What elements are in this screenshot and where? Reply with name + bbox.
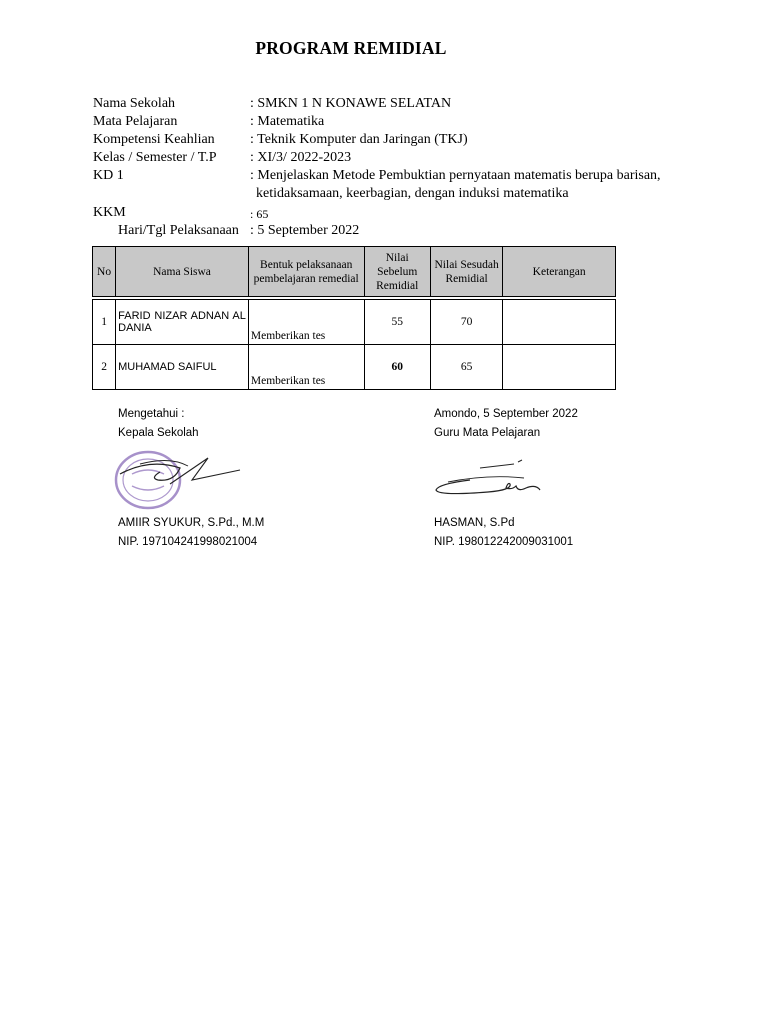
table-header-row bbox=[93, 247, 616, 297]
cell-nama: MUHAMAD SAIFUL bbox=[116, 345, 249, 390]
value-kd-line1: : Menjelaskan Metode Pembuktian pernyataan matematis berupa barisan, bbox=[250, 168, 661, 183]
value-kd-line2: ketidaksamaan, keerbagian, dengan induksi matematika bbox=[256, 186, 569, 201]
cell-no: 1 bbox=[93, 300, 116, 345]
remedial-table bbox=[92, 246, 616, 390]
place-date: Amondo, 5 September 2022 bbox=[434, 408, 578, 420]
table-row bbox=[93, 345, 616, 390]
value-nama-sekolah: : SMKN 1 N KONAWE SELATAN bbox=[250, 96, 452, 111]
teacher-signature-image bbox=[428, 452, 554, 502]
cell-keterangan bbox=[503, 300, 616, 345]
kepala-sekolah-nip: NIP. 197104241998021004 bbox=[118, 536, 258, 548]
cell-no: 2 bbox=[93, 345, 116, 390]
cell-nilai-sesudah: 65 bbox=[430, 345, 502, 390]
page-title: PROGRAM REMIDIAL bbox=[255, 38, 447, 58]
guru-nip: NIP. 198012242009031001 bbox=[434, 536, 574, 548]
header-keterangan: Keterangan bbox=[503, 247, 616, 297]
value-kelas: : XI/3/ 2022-2023 bbox=[250, 150, 352, 165]
label-nama-sekolah: Nama Sekolah bbox=[93, 96, 176, 111]
label-kkm: KKM bbox=[93, 205, 126, 220]
value-mata-pelajaran: : Matematika bbox=[250, 114, 325, 129]
label-hari-tgl: Hari/Tgl Pelaksanaan bbox=[118, 223, 239, 238]
header-nilai-sesudah: Nilai Sesudah Remidial bbox=[430, 247, 502, 297]
value-kkm: : 65 bbox=[250, 207, 269, 221]
label-kd: KD 1 bbox=[93, 168, 124, 183]
header-nilai-sebelum: Nilai Sebelum Remidial bbox=[364, 247, 430, 297]
guru-label: Guru Mata Pelajaran bbox=[434, 427, 541, 439]
header-bentuk: Bentuk pelaksanaan pembelajaran remedial bbox=[248, 247, 364, 297]
cell-nilai-sesudah: 70 bbox=[430, 300, 502, 345]
header-no: No bbox=[93, 247, 116, 297]
cell-keterangan bbox=[503, 345, 616, 390]
cell-nama: FARID NIZAR ADNAN AL DANIA bbox=[116, 300, 249, 345]
value-hari-tgl: : 5 September 2022 bbox=[250, 223, 360, 238]
kepala-sekolah-name: AMIIR SYUKUR, S.Pd., M.M bbox=[118, 517, 265, 529]
label-mata-pelajaran: Mata Pelajaran bbox=[93, 114, 178, 129]
mengetahui-label: Mengetahui : bbox=[118, 408, 185, 420]
label-kompetensi: Kompetensi Keahlian bbox=[93, 132, 215, 147]
cell-bentuk: Memberikan tes bbox=[248, 300, 364, 345]
school-stamp-and-signature-image bbox=[110, 444, 250, 514]
cell-bentuk: Memberikan tes bbox=[248, 345, 364, 390]
value-kompetensi: : Teknik Komputer dan Jaringan (TKJ) bbox=[250, 132, 468, 147]
table-row bbox=[93, 300, 616, 345]
header-nama-siswa: Nama Siswa bbox=[116, 247, 249, 297]
cell-nilai-sebelum: 55 bbox=[364, 300, 430, 345]
kepala-sekolah-label: Kepala Sekolah bbox=[118, 427, 199, 439]
cell-nilai-sebelum: 60 bbox=[364, 345, 430, 390]
guru-name: HASMAN, S.Pd bbox=[434, 517, 515, 529]
label-kelas: Kelas / Semester / T.P bbox=[93, 150, 217, 165]
